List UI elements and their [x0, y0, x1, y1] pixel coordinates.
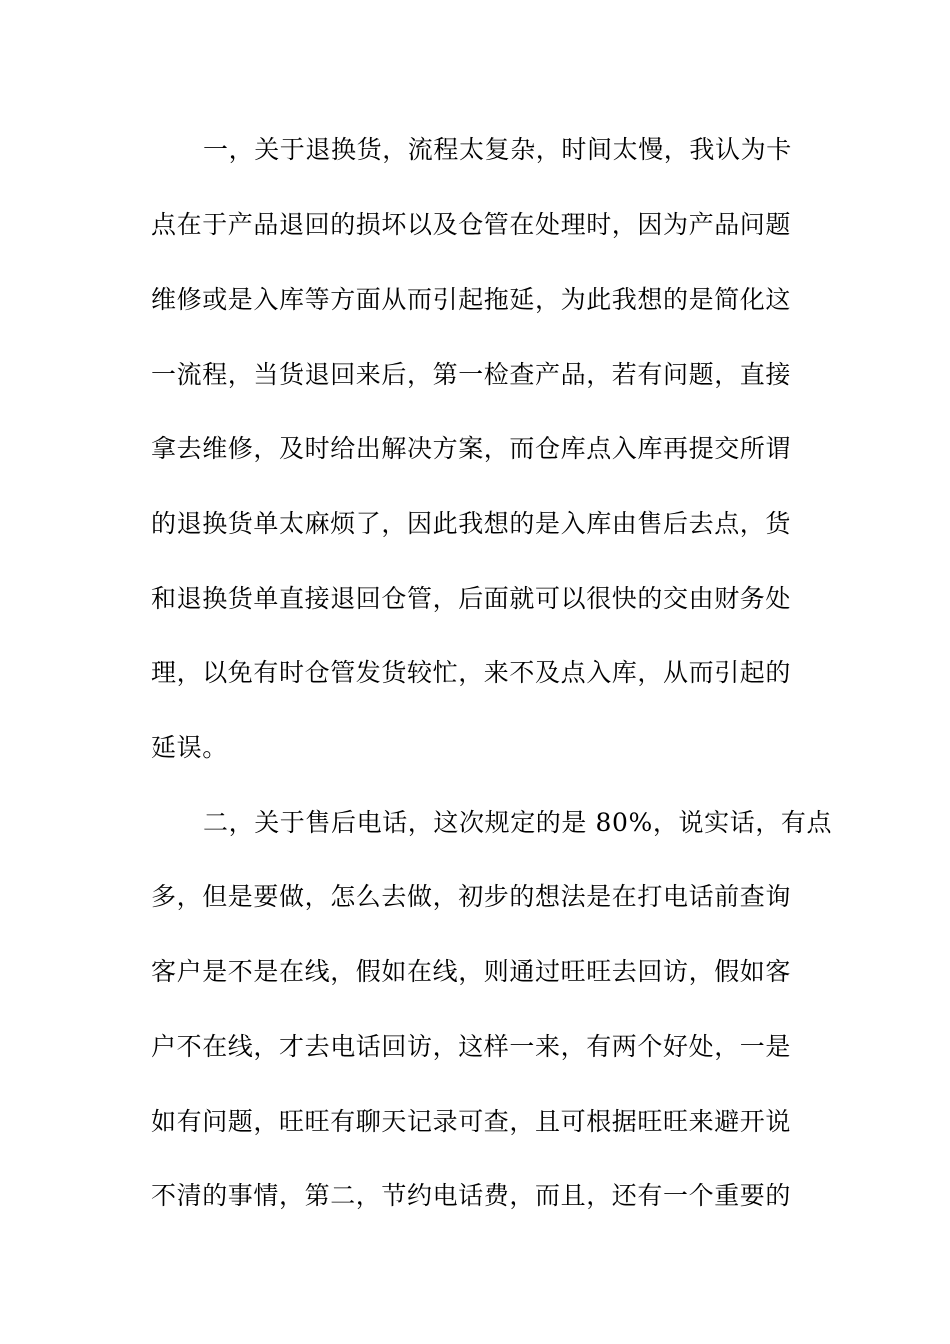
paragraph-2-line-1: 二，关于售后电话，这次规定的是 80%，说实话，有点: [203, 808, 833, 837]
paragraph-1-line-6: 的退换货单太麻烦了，因此我想的是入库由售后去点，货: [151, 509, 792, 538]
paragraph-2-line-5: 如有问题，旺旺有聊天记录可查，且可根据旺旺来避开说: [151, 1107, 792, 1136]
paragraph-2-line-4: 户不在线，才去电话回访，这样一来，有两个好处，一是: [151, 1032, 792, 1061]
paragraph-1-line-4: 一流程，当货退回来后，第一检查产品，若有问题，直接: [151, 360, 792, 389]
paragraph-1-line-9: 延误。: [151, 733, 228, 762]
paragraph-2-line-6: 不清的事情，第二，节约电话费，而且，还有一个重要的: [151, 1181, 792, 1210]
paragraph-2-line-2: 多，但是要做，怎么去做，初步的想法是在打电话前查询: [151, 882, 792, 911]
paragraph-1-line-2: 点在于产品退回的损坏以及仓管在处理时，因为产品问题: [151, 210, 792, 239]
paragraph-1-line-1: 一，关于退换货，流程太复杂，时间太慢，我认为卡: [203, 135, 792, 164]
paragraph-1-line-7: 和退换货单直接退回仓管，后面就可以很快的交由财务处: [151, 584, 792, 613]
paragraph-1-line-5: 拿去维修，及时给出解决方案，而仓库点入库再提交所谓: [151, 434, 792, 463]
paragraph-1-line-8: 理，以免有时仓管发货较忙，来不及点入库，从而引起的: [151, 658, 792, 687]
paragraph-2-line-3: 客户是不是在线，假如在线，则通过旺旺去回访，假如客: [151, 957, 792, 986]
paragraph-1-line-3: 维修或是入库等方面从而引起拖延，为此我想的是简化这: [151, 285, 792, 314]
